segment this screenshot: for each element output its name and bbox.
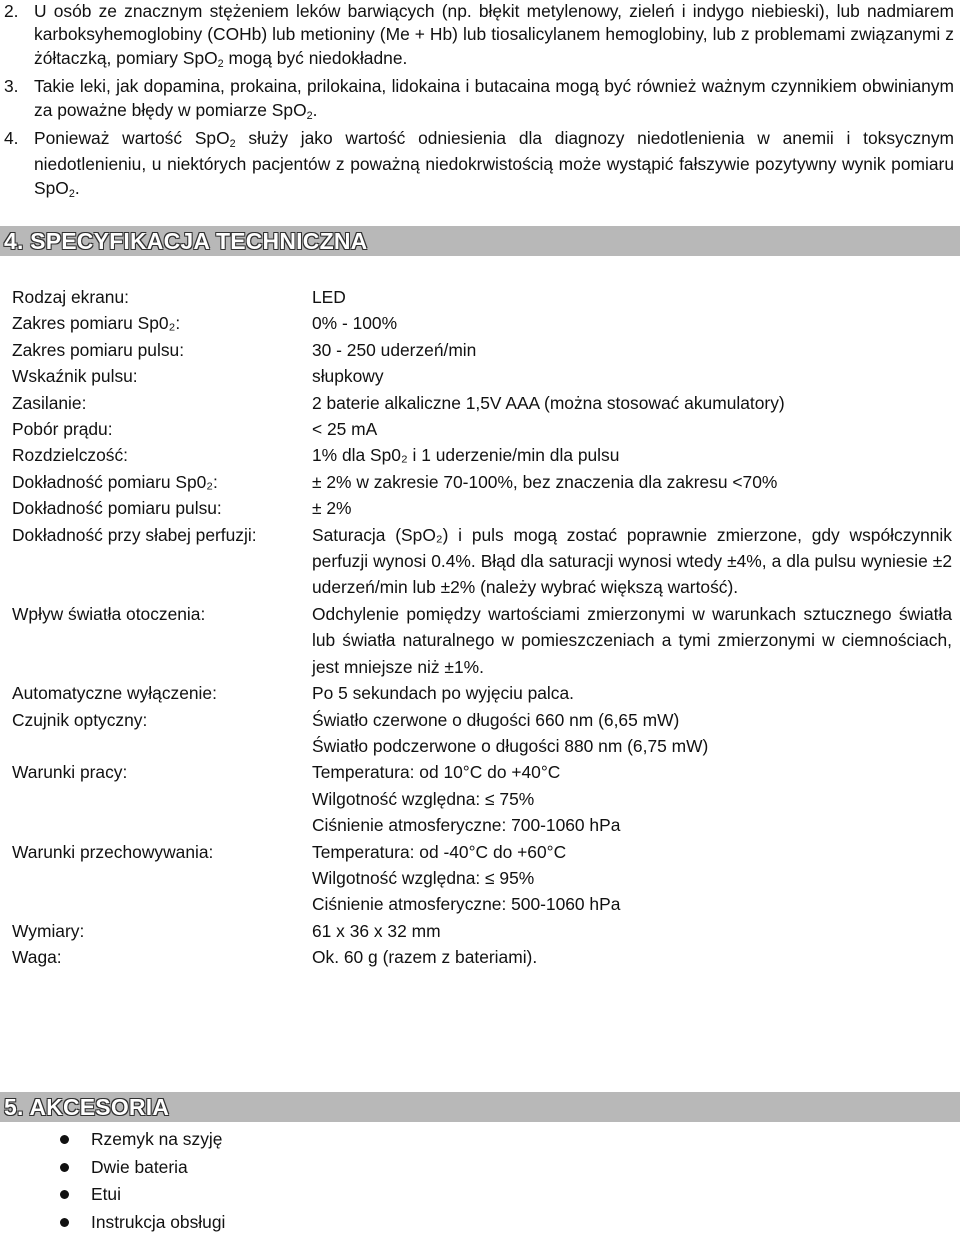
spec-value: LED [312,287,346,307]
spec-value: 30 - 250 uderzeń/min [312,339,477,360]
note-text: Takie leki, jak dopamina, prokaina, prilokaina, lidokaina i butacaina mogą być również ważnym czynnikiem obwinianym za poważne błędy w pomiarze SpO$_2$. [34,76,954,122]
spec-row [12,284,952,310]
spec-label: Wymiary: [12,920,85,941]
spec-label: Zakres pomiaru Sp0₂: [12,313,181,334]
spec-value: Saturacja (SpO₂) i puls mogą zostać poprawnie zmierzone, gdy współczynnik perfuzji wynosi 0.4%. Błąd dla saturacji wynosi wtedy ±4%, a dla pulsu wyniesie ±2 uderzeń/min lub ±2% (należy wybrać większą wartość). [312,524,952,598]
spec-value: Światło czerwone o długości 660 nm (6,65 mW) Światło podczerwone o długości 880 nm (6,75 mW) [312,709,709,756]
spec-row [12,944,952,970]
spec-value: Ok. 60 g (razem z bateriami). [312,947,538,968]
note-item [4,127,954,203]
spec-row [12,601,952,680]
spec-row [12,469,952,495]
accessory-label: Rzemyk na szyję [91,1129,223,1149]
section-heading-specification [0,226,960,256]
spec-value: 1% dla Sp0₂ i 1 uderzenie/min dla pulsu [312,445,620,466]
note-text: Ponieważ wartość SpO$_2$ służy jako wartość odniesienia dla diagnozy niedotlenienia w anemii i toksycznym niedotlenieniu, u niektórych pacjentów z poważną niedokrwistością może wystąpić fałszywie pozytywny wynik pomiaru SpO$_2$. [34,128,954,200]
spec-label: Wskaźnik pulsu: [12,366,138,387]
spec-value: 2 baterie alkaliczne 1,5V AAA (można stosować akumulatory) [312,392,785,413]
spec-row [12,416,952,442]
bullet-icon [60,1218,69,1227]
section-heading-accessories [0,1092,960,1122]
spec-row [12,522,952,601]
bullet-icon [60,1135,69,1144]
spec-value: słupkowy [312,366,384,387]
spec-row [12,390,952,416]
accessory-item [60,1154,225,1182]
note-item [4,75,954,125]
spec-label: Automatyczne wyłączenie: [12,683,217,704]
spec-label: Dokładność przy słabej perfuzji: [12,524,257,545]
spec-row [12,680,952,706]
spec-label: Zakres pomiaru pulsu: [12,339,185,360]
section-title: 5. AKCESORIA [4,1093,170,1120]
spec-value: ± 2% [312,498,352,519]
note-number: 3. [4,76,19,97]
section-title: 4. SPECYFIKACJA TECHNICZNA [4,227,368,254]
spec-label: Rodzaj ekranu: [12,287,129,307]
spec-row [12,759,952,838]
spec-table [12,284,952,971]
spec-row [12,363,952,389]
spec-row [12,442,952,468]
spec-label: Rozdzielczość: [12,445,128,466]
note-item [4,0,954,73]
bullet-icon [60,1163,69,1172]
bullet-icon [60,1190,69,1199]
spec-value: Temperatura: od 10°C do +40°C Wilgotność względna: ≤ 75% Ciśnienie atmosferyczne: 700-1060 hPa [312,762,621,836]
notes-list [4,0,954,203]
spec-row [12,310,952,336]
spec-label: Pobór prądu: [12,419,113,440]
spec-value: ± 2% w zakresie 70-100%, bez znaczenia dla zakresu <70% [312,471,778,492]
spec-value: 0% - 100% [312,313,398,334]
spec-label: Wpływ światła otoczenia: [12,603,206,624]
spec-label: Warunki przechowywania: [12,841,214,862]
accessory-item [60,1181,225,1209]
spec-row [12,337,952,363]
spec-value: Po 5 sekundach po wyjęciu palca. [312,683,574,704]
accessory-label: Etui [91,1184,121,1205]
note-number: 4. [4,128,19,149]
spec-value: Temperatura: od -40°C do +60°C Wilgotność względna: ≤ 95% Ciśnienie atmosferyczne: 500-1060 hPa [312,841,621,915]
spec-value: 61 x 36 x 32 mm [312,920,441,941]
accessory-item [60,1126,225,1154]
note-number: 2. [4,1,19,21]
spec-row [12,839,952,918]
spec-row [12,495,952,521]
spec-value: Odchylenie pomiędzy wartościami zmierzonymi w warunkach sztucznego światła lub światła naturalnego w pomieszczeniach a tymi zmierzonymi w ciemnościach, jest mniejsze niż ±1%. [312,603,952,677]
accessory-label: Instrukcja obsługi [91,1211,226,1232]
spec-label: Czujnik optyczny: [12,709,148,730]
spec-value: < 25 mA [312,419,378,440]
accessories-list [60,1126,225,1236]
spec-label: Dokładność pomiaru Sp0₂: [12,471,218,492]
spec-label: Warunki pracy: [12,762,128,783]
note-text: U osób ze znacznym stężeniem leków barwiących (np. błękit metylenowy, zieleń i indygo niebieski), lub nadmiarem karboksyhemoglobiny (COHb) lub metioniny (Me + Hb) lub tiosalicylanem hemoglobiny, lub z problemami związanymi z żółtaczką, pomiary SpO$_2$ mogą być niedokładne. [34,1,954,70]
accessory-label: Dwie bateria [91,1156,188,1177]
spec-label: Zasilanie: [12,392,87,413]
spec-label: Waga: [12,947,62,968]
spec-label: Dokładność pomiaru pulsu: [12,498,222,519]
spec-row [12,918,952,944]
spec-row [12,707,952,760]
